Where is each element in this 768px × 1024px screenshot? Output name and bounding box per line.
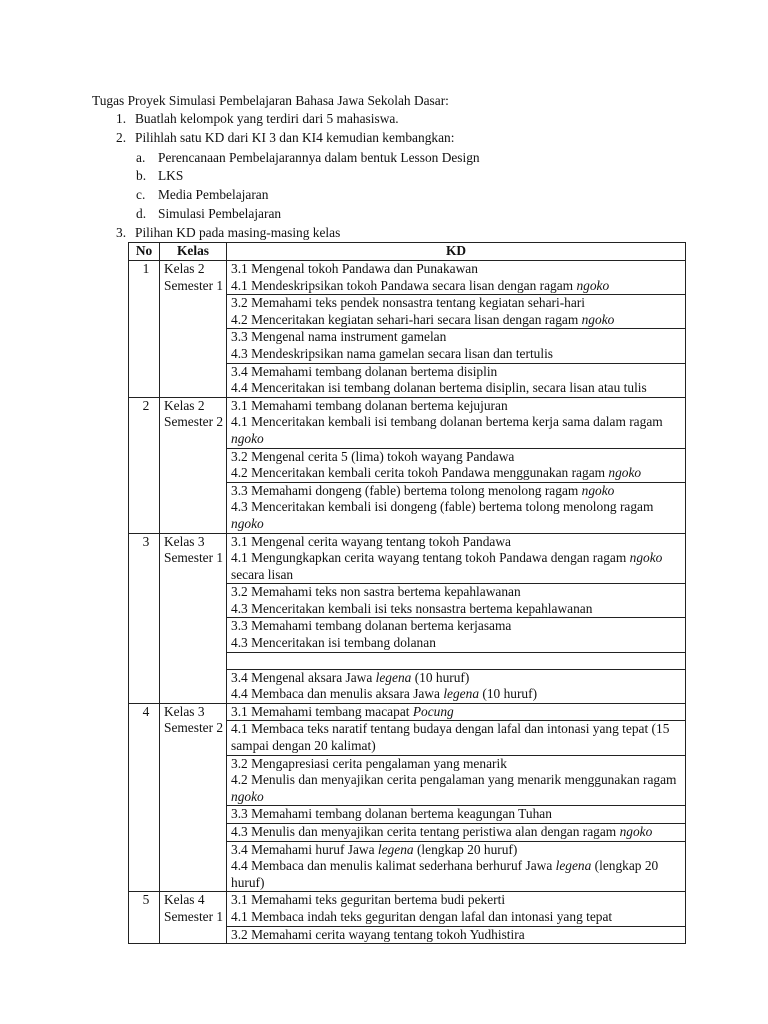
kelas-cell: Kelas 3 Semester 2 (160, 703, 227, 892)
kd-cell (227, 806, 686, 824)
kd-cell (227, 261, 686, 295)
kd-cell (227, 824, 686, 842)
kd-line: 3.4 Memahami huruf Jawa legena (lengkap 20 huruf) (231, 841, 518, 857)
list-number-1: 1. (116, 111, 127, 126)
kelas-cell: Kelas 3 Semester 1 (160, 533, 227, 703)
row-number: 1 (129, 261, 160, 398)
kd-line: 4.3 Menulis dan menyajikan cerita tentang peristiwa alan dengan ragam ngoko (231, 824, 653, 839)
kd-cell (227, 533, 686, 584)
header-kelas: Kelas (160, 243, 227, 261)
kd-line: 3.4 Mengenal aksara Jawa legena (10 huruf) (231, 669, 470, 685)
kelas-cell: Kelas 2 Semester 1 (160, 261, 227, 398)
kd-line: 3.4 Memahami tembang dolanan bertema disiplin (231, 363, 498, 379)
list-number-2: 2. (116, 130, 127, 145)
kd-line: 3.2 Memahami cerita wayang tentang tokoh Yudhistira (231, 926, 525, 942)
sublist-number-b: b. (136, 168, 147, 183)
kd-cell (227, 329, 686, 363)
kd-cell (227, 584, 686, 618)
kd-line: 4.4 Membaca dan menulis aksara Jawa legena (10 huruf) (231, 686, 538, 702)
row-number: 4 (129, 703, 160, 892)
kd-line: 4.1 Menceritakan kembali isi tembang dolanan bertema kerja sama dalam ragam ngoko (231, 414, 663, 446)
kd-cell (227, 448, 686, 482)
kd-cell (227, 397, 686, 448)
kd-line: 3.3 Memahami tembang dolanan bertema kerjasama (231, 618, 512, 634)
sublist-number-d: d. (136, 206, 147, 221)
list-item-1: Buatlah kelompok yang terdiri dari 5 mahasiswa. (135, 111, 399, 126)
kelas-cell: Kelas 2 Semester 2 (160, 397, 227, 533)
kd-line: 4.2 Menceritakan kembali cerita tokoh Pandawa menggunakan ragam ngoko (231, 465, 642, 481)
kd-line: 3.2 Memahami teks non sastra bertema kepahlawanan (231, 584, 521, 600)
kd-cell-empty (227, 652, 686, 669)
kd-line: 3.2 Memahami teks pendek nonsastra tentang kegiatan sehari-hari (231, 295, 585, 311)
kd-line: 3.1 Memahami tembang macapat Pocung (231, 703, 454, 719)
kd-cell (227, 892, 686, 926)
kd-line: 3.1 Memahami tembang dolanan bertema kejujuran (231, 397, 508, 413)
kd-cell (227, 669, 686, 703)
list-number-3: 3. (116, 225, 127, 240)
kd-table (128, 242, 686, 944)
kd-line: 4.1 Membaca teks naratif tentang budaya dengan lafal dan intonasi yang tepat (15 sampai dengan 20 kalimat) (231, 721, 670, 754)
kd-line: 4.2 Menulis dan menyajikan cerita pengalaman yang menarik menggunakan ragam ngoko (231, 772, 677, 804)
kd-line: 4.3 Menceritakan isi tembang dolanan (231, 635, 436, 651)
table-row (129, 533, 686, 584)
kd-line: 3.1 Mengenal tokoh Pandawa dan Punakawan (231, 261, 478, 276)
kd-line: 4.1 Membaca indah teks geguritan dengan lafal dan intonasi yang tepat (231, 908, 613, 924)
kd-line: 4.4 Menceritakan isi tembang dolanan bertema disiplin, secara lisan atau tulis (231, 380, 647, 396)
kd-line: 3.3 Memahami tembang dolanan bertema keagungan Tuhan (231, 806, 552, 822)
kelas-cell: Kelas 4 Semester 1 (160, 892, 227, 944)
kd-cell (227, 841, 686, 892)
kd-line: 3.1 Memahami teks geguritan bertema budi pekerti (231, 892, 506, 908)
kd-line: 3.2 Mengapresiasi cerita pengalaman yang menarik (231, 755, 507, 771)
kd-cell (227, 363, 686, 397)
kd-line: 4.3 Menceritakan kembali isi teks nonsastra bertema kepahlawanan (231, 600, 593, 616)
sublist-item-b: LKS (158, 168, 184, 183)
header-no: No (129, 243, 160, 261)
kd-line: 3.3 Mengenal nama instrument gamelan (231, 329, 447, 345)
kd-cell (227, 926, 686, 944)
sublist-number-c: c. (136, 187, 146, 202)
kd-line: 4.2 Menceritakan kegiatan sehari-hari secara lisan dengan ragam ngoko (231, 311, 615, 327)
sublist-number-a: a. (136, 150, 146, 165)
kd-cell (227, 755, 686, 806)
kd-cell (227, 703, 686, 721)
kd-cell (227, 482, 686, 533)
table-header-row (129, 243, 686, 261)
sublist-item-d: Simulasi Pembelajaran (158, 206, 282, 221)
table-row (129, 261, 686, 295)
table-row (129, 892, 686, 926)
table-row (129, 703, 686, 721)
kd-cell (227, 618, 686, 652)
row-number: 2 (129, 397, 160, 533)
kd-line: 3.1 Mengenal cerita wayang tentang tokoh Pandawa (231, 533, 511, 549)
kd-cell (227, 721, 686, 755)
kd-line: 4.1 Mendeskripsikan tokoh Pandawa secara lisan dengan ragam ngoko (231, 277, 610, 293)
kd-line: 3.3 Memahami dongeng (fable) bertema tolong menolong ragam ngoko (231, 482, 615, 498)
kd-line: 4.1 Mengungkapkan cerita wayang tentang tokoh Pandawa dengan ragam ngoko secara lisan (231, 550, 663, 582)
kd-line: 4.4 Membaca dan menulis kalimat sederhana berhuruf Jawa legena (lengkap 20 huruf) (231, 858, 659, 890)
list-item-2: Pilihlah satu KD dari KI 3 dan KI4 kemudian kembangkan: (135, 130, 455, 145)
table-row (129, 397, 686, 448)
row-number: 3 (129, 533, 160, 703)
kd-line: 4.3 Menceritakan kembali isi dongeng (fable) bertema tolong menolong ragam ngoko (231, 499, 654, 531)
header-kd: KD (227, 243, 686, 261)
kd-line: 4.3 Mendeskripsikan nama gamelan secara lisan dan tertulis (231, 345, 554, 361)
document-title: Tugas Proyek Simulasi Pembelajaran Bahasa Jawa Sekolah Dasar: (92, 93, 449, 108)
kd-cell (227, 295, 686, 329)
list-item-3: Pilihan KD pada masing-masing kelas (135, 225, 341, 240)
row-number: 5 (129, 892, 160, 944)
sublist-item-c: Media Pembelajaran (158, 187, 269, 202)
sublist-item-a: Perencanaan Pembelajarannya dalam bentuk Lesson Design (158, 150, 480, 165)
kd-line: 3.2 Mengenal cerita 5 (lima) tokoh wayang Pandawa (231, 448, 515, 464)
